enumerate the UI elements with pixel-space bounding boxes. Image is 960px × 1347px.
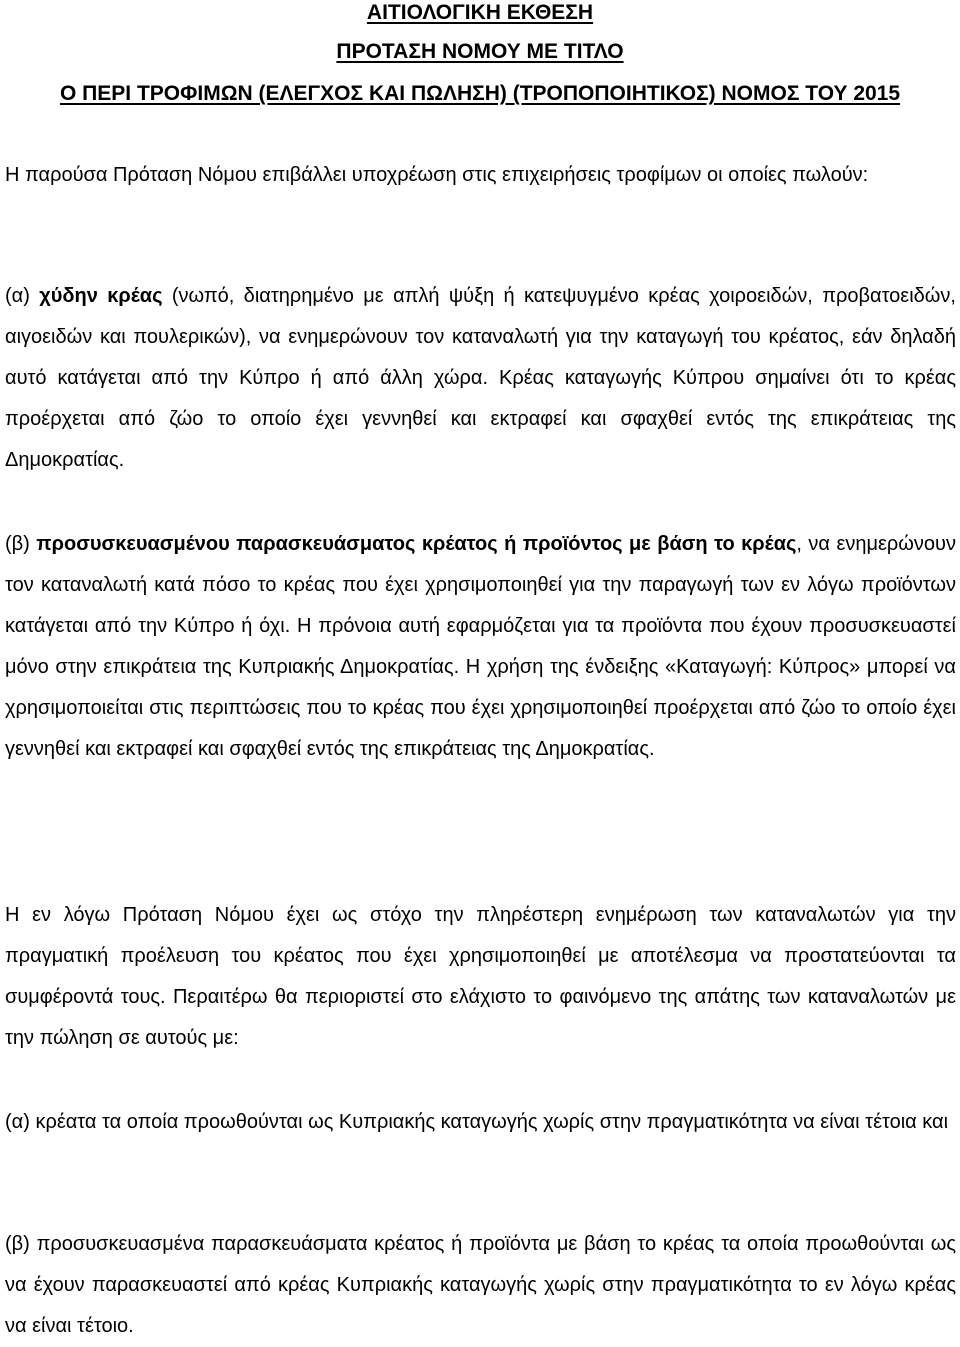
law-title: Ο ΠΕΡΙ ΤΡΟΦΙΜΩΝ (ΕΛΕΓΧΟΣ ΚΑΙ ΠΩΛΗΣΗ) (ΤΡΟΠΟΠΟΙΗΤΙΚΟΣ) ΝΟΜΟΣ ΤΟΥ 2015 [59,82,901,105]
document-subtitle: ΠΡΟΤΑΣΗ ΝΟΜΟΥ ΜΕ ΤΙΤΛΟ [336,40,624,63]
fraud-item-b: (β) προσυσκευασμένα παρασκευάσματα κρέατος ή προϊόντα με βάση το κρέας τα οποία προωθούνται ως να έχουν παρασκευαστεί από κρέας Κυπριακής καταγωγής χωρίς στην πραγματικότητα το εν λόγω κρέας να είναι τέτοιο. [5,1233,956,1337]
document-title: ΑΙΤΙΟΛΟΓΙΚΗ ΕΚΘΕΣΗ [366,1,594,24]
item-a-text: (νωπό, διατηρημένο με απλή ψύξη ή κατεψυγμένο κρέας χοιροειδών, προβατοειδών, αιγοειδών και πουλερικών), να ενημερώνουν τον καταναλωτή για την καταγωγή του κρέατος, εάν δηλαδή αυτό κατάγεται από την Κύπρο ή από άλλη χώρα. Κρέας καταγωγής Κύπρου σημαίνει ότι το κρέας προέρχεται από ζώο το οποίο έχει γεννηθεί και εκτραφεί και σφαχθεί εντός της επικράτειας της Δημοκρατίας. [5,285,956,471]
intro-paragraph: Η παρούσα Πρόταση Νόμου επιβάλλει υποχρέωση στις επιχειρήσεις τροφίμων οι οποίες πωλούν: [5,164,869,186]
item-b-prefix: (β) [5,533,37,555]
item-b-bold-term: προσυσκευασμένου παρασκευάσματος κρέατος ή προϊόντος με βάση το κρέας [36,533,797,555]
item-a-paragraph [5,276,956,481]
item-b-text: , να ενημερώνουν τον καταναλωτή κατά πόσο το κρέας που έχει χρησιμοποιηθεί για την παραγωγή των εν λόγω προϊόντων κατάγεται από την Κύπρο ή όχι. Η πρόνοια αυτή εφαρμόζεται για τα προϊόντα που έχουν προσυσκευαστεί μόνο στην επικράτεια της Κυπριακής Δημοκρατίας. Η χρήση της ένδειξης «Καταγωγή: Κύπρος» μπορεί να χρησιμοποιείται στις περιπτώσεις που το κρέας που έχει χρησιμοποιηθεί προέρχεται από ζώο το οποίο έχει γεννηθεί και εκτραφεί και σφαχθεί εντός της επικράτειας της Δημοκρατίας. [5,533,956,760]
item-b-paragraph [5,524,956,770]
item-a-prefix: (α) [5,285,40,307]
fraud-item-a: (α) κρέατα τα οποία προωθούνται ως Κυπριακής καταγωγής χωρίς στην πραγματικότητα να είναι τέτοια και [5,1111,949,1133]
purpose-paragraph: Η εν λόγω Πρόταση Νόμου έχει ως στόχο την πληρέστερη ενημέρωση των καταναλωτών για την πραγματική προέλευση του κρέατος που έχει χρησιμοποιηθεί με αποτέλεσμα να προστατεύονται τα συμφέροντά τους. Περαιτέρω θα περιοριστεί στο ελάχιστο το φαινόμενο της απάτης των καταναλωτών με την πώληση σε αυτούς με: [5,904,956,1049]
item-a-bold-term: χύδην κρέας [39,285,163,307]
